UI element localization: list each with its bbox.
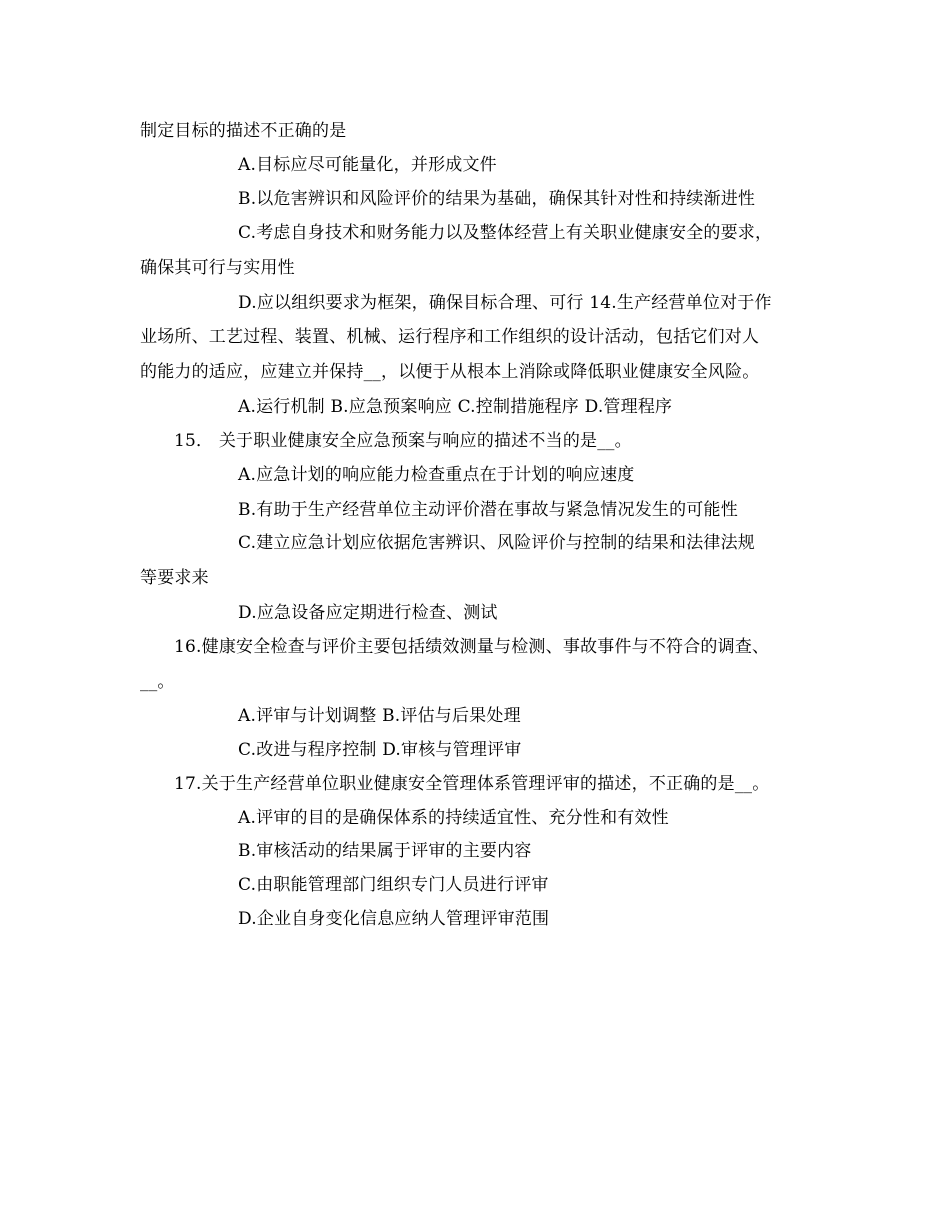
text-line: 等要求来 bbox=[140, 568, 209, 588]
option-line: D.应急设备应定期进行检查、测试 bbox=[238, 603, 498, 623]
option-line: D.应以组织要求为框架，确保目标合理、可行 14.生产经营单位对于作 bbox=[238, 293, 772, 313]
option-line: D.企业自身变化信息应纳人管理评审范围 bbox=[238, 909, 550, 929]
text-line: __。 bbox=[140, 672, 175, 692]
option-line: B.有助于生产经营单位主动评价潜在事故与紧急情况发生的可能性 bbox=[238, 500, 738, 520]
text-line: 制定目标的描述不正确的是 bbox=[140, 121, 347, 141]
option-line: C.改进与程序控制 D.审核与管理评审 bbox=[238, 740, 522, 760]
text-line: 确保其可行与实用性 bbox=[140, 258, 295, 278]
option-line: A.应急计划的响应能力检查重点在于计划的响应速度 bbox=[238, 465, 635, 485]
question-line: 15． 关于职业健康安全应急预案与响应的描述不当的是__。 bbox=[174, 431, 632, 451]
option-line: C.由职能管理部门组织专门人员进行评审 bbox=[238, 875, 549, 895]
option-line: C.建立应急计划应依据危害辨识、风险评价与控制的结果和法律法规 bbox=[238, 533, 756, 553]
text-line: 业场所、工艺过程、装置、机械、运行程序和工作组织的设计活动，包括它们对人 bbox=[140, 327, 760, 347]
option-line: B.审核活动的结果属于评审的主要内容 bbox=[238, 841, 532, 861]
question-line: 17.关于生产经营单位职业健康安全管理体系管理评审的描述，不正确的是__。 bbox=[174, 774, 770, 794]
question-line: 16.健康安全检查与评价主要包括绩效测量与检测、事故事件与不符合的调查、 bbox=[174, 637, 770, 657]
option-line: C.考虑自身技术和财务能力以及整体经营上有关职业健康安全的要求， bbox=[238, 223, 773, 243]
option-line: A.评审与计划调整 B.评估与后果处理 bbox=[238, 706, 521, 726]
text-line: 的能力的适应，应建立并保持__，以便于从根本上消除或降低职业健康安全风险。 bbox=[140, 362, 760, 382]
option-line: B.以危害辨识和风险评价的结果为基础，确保其针对性和持续渐进性 bbox=[238, 189, 756, 209]
option-line: A.运行机制 B.应急预案响应 C.控制措施程序 D.管理程序 bbox=[238, 397, 673, 417]
option-line: A.评审的目的是确保体系的持续适宜性、充分性和有效性 bbox=[238, 808, 669, 828]
option-line: A.目标应尽可能量化，并形成文件 bbox=[238, 155, 497, 175]
